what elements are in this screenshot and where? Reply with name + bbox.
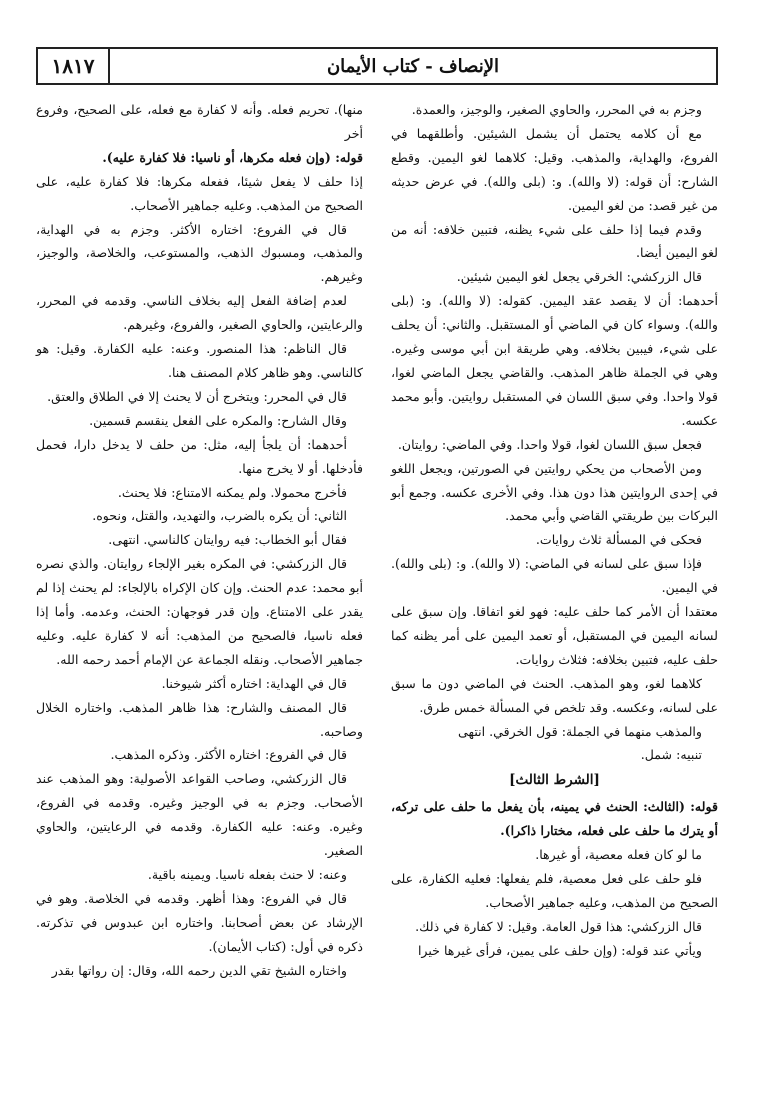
paragraph: ومن الأصحاب من يحكي روايتين في الصورتين، ويجعل اللغو في إحدى الروايتين هذا دون هذا. وفي الأخرى عكسه. وجمع أبو البركات بين طريقتي القاضي وأبي محمد.: [391, 460, 718, 524]
paragraph: قال الزركشي: في المكره بغير الإلجاء روايتان. والذي نصره أبو محمد: عدم الحنث. وإن كان الإكراه بالإلجاء: لم يحنث إذا لم يقدر على الامتناع. وإن قدر فوجهان: الحنث، وعدمه. وأما إذا فعله ناسيا، فالصحيح من المذهب: أنه لا كفارة عليه. وعليه جماهير الأصحاب. ونقله الجماعة عن الإمام أحمد رحمه الله.: [36, 556, 363, 667]
paragraph: قوله: (وإن فعله مكرها، أو ناسيا: فلا كفارة عليه).: [102, 149, 363, 165]
paragraph: وقال الشارح: والمكره على الفعل ينقسم قسمين.: [89, 412, 347, 428]
paragraph: وجزم به في المحرر، والحاوي الصغير، والوجيز، والعمدة.: [411, 102, 702, 117]
paragraph: قال في الفروع: وهذا أظهر. وقدمه في الخلاصة. وهو في الإرشاد عن بعض أصحابنا. واختاره ابن عبدوس في تذكرته. ذكره في أول: (كتاب الأيمان).: [36, 890, 363, 954]
paragraph: الثاني: أن يكره بالضرب، والتهديد، والقتل، ونحوه.: [92, 508, 347, 524]
paragraph: وعنه: لا حنث بفعله ناسيا. ويمينه باقية.: [147, 867, 347, 882]
text-columns: [36, 98, 718, 1098]
paragraph: قال الناظم: هذا المنصور. وعنه: عليه الكفارة. وقيل: هو كالناسي. وهو ظاهر كلام المصنف هنا.: [36, 341, 363, 380]
paragraph: ويأتي عند قوله: (وإن حلف على يمين، فرأى غيرها خيرا: [417, 942, 702, 958]
paragraph: تنبيه: شمل.: [640, 747, 702, 763]
paragraph: كلاهما لغو، وهو المذهب. الحنث في الماضي دون ما سبق على لسانه، وعكسه. وقد تلخص في المسألة خمس طرق.: [391, 675, 718, 715]
paragraph: قال الزركشي، وصاحب القواعد الأصولية: وهو المذهب عند الأصحاب. وجزم به في الوجيز وغيره. وقدمه في الفروع، وغيره. وعنه: عليه الكفارة. وقدمه في الرعايتين، والحاوي الصغير.: [36, 771, 363, 859]
paragraph: قال في الفروع: اختاره الأكثر. وذكره المذهب.: [110, 747, 347, 763]
paragraph: قال المصنف والشارح: هذا ظاهر المذهب. واختاره الخلال وصاحبه.: [36, 699, 363, 739]
paragraph: قوله: (الثالث: الحنث في يمينه، بأن يفعل ما حلف على تركه، أو يترك ما حلف على فعله، مختارا ذاكرا).: [391, 799, 718, 839]
paragraph: أحدهما: أن لا يقصد عقد اليمين. كقوله: (لا والله). و: (بلى والله). وسواء كان في الماضي أو المستقبل. والثاني: أن يحلف على شيء، فيبين بخلافه. وهي طريقة ابن أبي موسى وغيره. وهي في الجملة ظاهر المذهب. والقاضي يجعل الماضي لغوا، قولا واحدا. وفي سبق اللسان في المستقبل روايتين. وأبو محمد عكسه.: [391, 293, 718, 428]
paragraph: فأخرج محمولا. ولم يمكنه الامتناع: فلا يحنث.: [117, 484, 347, 500]
paragraph: قال الزركشي: هذا قول العامة. وقيل: لا كفارة في ذلك.: [415, 918, 702, 934]
paragraph: فإذا سبق على لسانه في الماضي: (لا والله). و: (بلى والله). في اليمين.: [391, 556, 718, 596]
paragraph: مع أن كلامه يحتمل أن يشمل الشيئين. وأطلقهما في الفروع، والهداية، والمذهب. وقيل: كلاهما لغو اليمين. وقطع الشارح: أن قوله: (لا والله). و: (بلى والله). في عرض حديثه من غير قصد: من لغو اليمين.: [391, 125, 718, 213]
paragraph: إذا حلف لا يفعل شيئا، ففعله مكرها: فلا كفارة عليه، على الصحيح من المذهب. وعليه جماهير الأصحاب.: [36, 173, 363, 213]
paragraph: قال في المحرر: ويتخرج أن لا يحنث إلا في الطلاق والعتق.: [47, 388, 347, 404]
paragraph: فقال أبو الخطاب: فيه روايتان كالناسي. انتهى.: [108, 532, 347, 548]
running-title: الإنصاف - كتاب الأيمان: [326, 55, 500, 77]
paragraph: قال في الفروع: اختاره الأكثر. وجزم به في الهداية، والمذهب، ومسبوك الذهب، والمستوعب، والخلاصة، والوجيز، وغيرهم.: [36, 221, 363, 285]
paragraph: واختاره الشيخ تقي الدين رحمه الله، وقال: إن رواتها بقدر: [51, 962, 347, 978]
page-number: ١٨١٧: [38, 49, 110, 83]
paragraph: فلو حلف على فعل معصية، فلم يفعلها: فعليه الكفارة، على الصحيح من المذهب، وعليه جماهير الأصحاب.: [391, 871, 718, 910]
paragraph: والمذهب منهما في الجملة: قول الخرقي. انتهى: [458, 723, 702, 739]
paragraph: فحكى في المسألة ثلاث روايات.: [535, 532, 702, 548]
paragraph: معتقدا أن الأمر كما حلف عليه: فهو لغو اتفاقا. وإن سبق على لسانه اليمين في المستقبل، أو تعمد اليمين على أمر يظنه كما حلف عليه، فتبين بخلافه: فثلاث روايات.: [391, 604, 718, 667]
paragraph: منها). تحريم فعله. وأنه لا كفارة مع فعله، على الصحيح، وفروع أخر: [36, 102, 363, 141]
paragraph: ما لو كان فعله معصية، أو غيرها.: [535, 847, 702, 863]
paragraph: قال في الهداية: اختاره أكثر شيوخنا.: [161, 675, 347, 691]
paragraph: فجعل سبق اللسان لغوا، قولا واحدا. وفي الماضي: روايتان.: [397, 436, 702, 452]
left-column: [36, 98, 363, 1098]
page-header: [36, 47, 718, 85]
paragraph: وقدم فيما إذا حلف على شيء يظنه، فتبين خلافه: أنه من لغو اليمين أيضا.: [391, 221, 718, 261]
right-column: [391, 98, 718, 1098]
paragraph: لعدم إضافة الفعل إليه بخلاف الناسي. وقدمه في المحرر، والرعايتين، والحاوي الصغير، والفروع، وغيرهم.: [36, 293, 363, 333]
section-heading: [الشرط الثالث]: [509, 772, 600, 789]
paragraph: قال الزركشي: الخرقي يجعل لغو اليمين شيئين.: [456, 269, 702, 285]
paragraph: أحدهما: أن يلجأ إليه، مثل: من حلف لا يدخل دارا، فحمل فأدخلها. أو لا يخرج منها.: [36, 436, 363, 476]
